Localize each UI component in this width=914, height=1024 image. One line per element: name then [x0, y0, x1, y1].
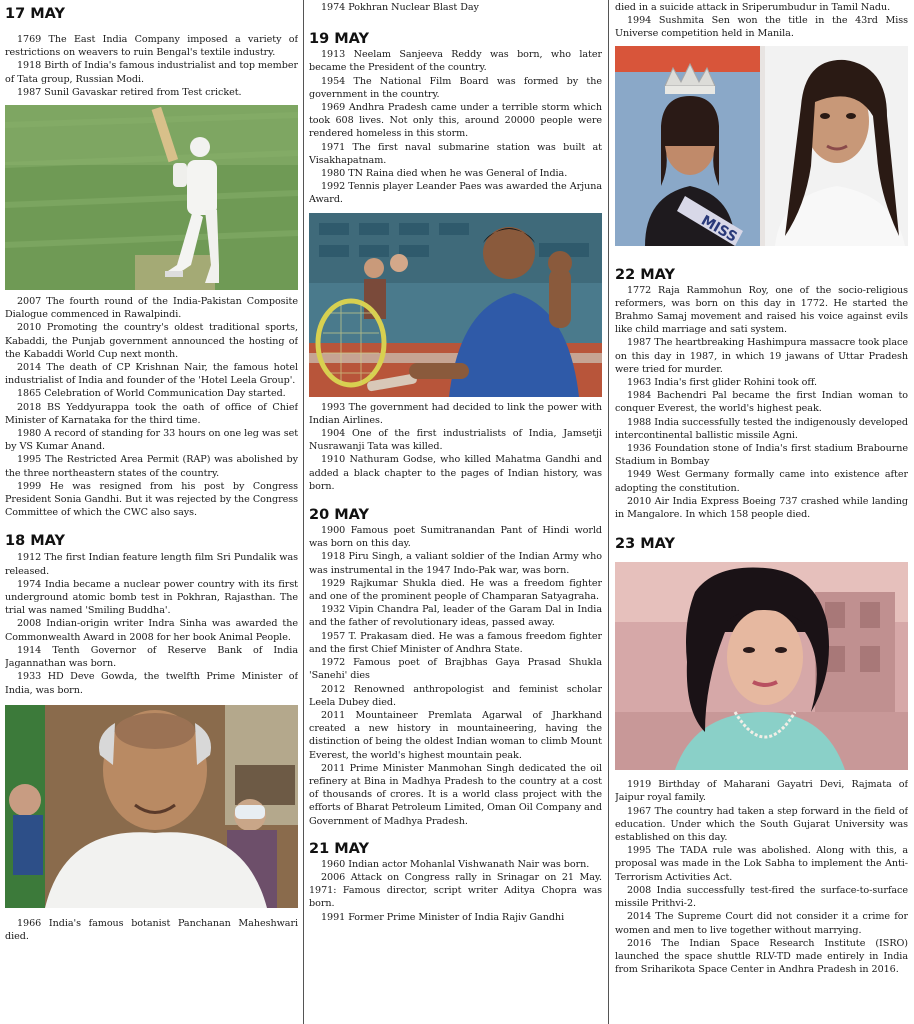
history-entry: 2007 The fourth round of the India-Pakistan Composite Dialogue commenced in Rawalpindi. — [5, 296, 298, 321]
history-entry: 1912 The first Indian feature length film Sri Pundalik was released. — [5, 552, 298, 577]
history-entry: 1900 Famous poet Sumitranandan Pant of Hindi world was born on this day. — [309, 525, 602, 550]
entries-18-may-a — [5, 551, 298, 696]
history-entry: 1960 Indian actor Mohanlal Vishwanath Nair was born. — [321, 858, 590, 870]
photo-leander-paes — [309, 213, 602, 397]
entries-23-may — [615, 778, 908, 976]
history-entry: 1994 Sushmita Sen won the title in the 43rd Miss Universe competition held in Manila. — [615, 15, 908, 40]
history-entry: 1969 Andhra Pradesh came under a terrible storm which took 608 lives. Not only this, around 20000 people were rendered homeless in this storm. — [309, 102, 602, 140]
history-entry: 2016 The Indian Space Research Institute (ISRO) launched the space shuttle RLV-TD made entirely in India from Sriharikota Space Center in Andhra Pradesh in 2016. — [615, 937, 908, 976]
history-entry: 1772 Raja Rammohun Roy, one of the socio-religious reformers, was born on this day in 1772. He started the Brahmo Samaj movement and raised his voice against evils like child marriage and sati system. — [615, 284, 908, 336]
history-entry: 2018 BS Yeddyurappa took the oath of office of Chief Minister of Karnataka for the third time. — [5, 401, 298, 426]
history-entry: 1904 One of the first industrialists of India, Jamsetji Nusrawanji Tata was killed. — [309, 428, 602, 453]
heading-20-may: 20 MAY — [309, 507, 369, 524]
history-entry: 2011 Prime Minister Manmohan Singh dedicated the oil refinery at Bina in Madhya Pradesh to the country at a cost of thousands of crores. It is a world class project with the efforts of Bharat Petroleum Limited, Oman Oil Company and Government of Madhya Pradesh. — [309, 762, 602, 827]
history-entry: 2010 Promoting the country's oldest traditional sports, Kabaddi, the Punjab government announced the hosting of the Kabaddi World Cup next month. — [5, 322, 298, 360]
history-entry: 2010 Air India Express Boeing 737 crashed while landing in Mangalore. In which 158 people died. — [615, 495, 908, 521]
history-entry: 1984 Bachendri Pal became the first Indian woman to conquer Everest, the world's highest peak. — [615, 390, 908, 415]
heading-23-may: 23 MAY — [615, 536, 675, 553]
column-rule-left — [303, 0, 304, 1024]
column-1 — [5, 0, 298, 1024]
history-entry: 1769 The East India Company imposed a variety of restrictions on weavers to ruin Bengal's textile industry. — [5, 34, 298, 59]
entry-21-may-1991-start: 1991 Former Prime Minister of India Rajiv Gandhi — [321, 911, 565, 923]
history-entry: 1966 India's famous botanist Panchanan Maheshwari died. — [5, 917, 298, 942]
heading-22-may: 22 MAY — [615, 266, 675, 283]
history-entry: 1933 HD Deve Gowda, the twelfth Prime Minister of India, was born. — [5, 671, 298, 696]
entries-17-may-a — [5, 33, 298, 99]
entries-21-may-b — [615, 14, 908, 40]
photo-deve-gowda — [5, 705, 298, 908]
history-entry: 1936 Foundation stone of India's first stadium Brabourne Stadium in Bombay — [615, 443, 908, 468]
history-entry: 1995 The TADA rule was abolished. Along with this, a proposal was made in the Lok Sabha to implement the Anti-Terrorism Activities Act. — [615, 845, 908, 883]
history-entry: 2011 Mountaineer Premlata Agarwal of Jharkhand created a new history in mountaineering, having the distinction of being the oldest Indian woman to climb Mount Everest, the world's highest mountain peak. — [309, 709, 602, 761]
history-entry: 1972 Famous poet of Brajbhas Gaya Prasad Shukla 'Sanehi' dies — [309, 657, 602, 682]
history-entry: 1974 Pokhran Nuclear Blast Day — [321, 2, 479, 13]
history-entry: 1929 Rajkumar Shukla died. He was a freedom fighter and one of the prominent people of Champaran Satyagraha. — [309, 577, 602, 603]
history-entry: 1865 Celebration of World Communication Day started. — [17, 388, 286, 400]
heading-17-may: 17 MAY — [5, 6, 65, 22]
history-entry: 2014 The Supreme Court did not consider it a crime for women and men to live together without marrying. — [615, 911, 908, 936]
history-entry: 1980 TN Raina died when he was General of India. — [321, 168, 568, 180]
history-entry: 1963 India's first glider Rohini took off. — [627, 377, 818, 389]
history-entry: 1995 The Restricted Area Permit (RAP) was abolished by the three northeastern states of the country. — [5, 454, 298, 479]
history-entry: 2012 Renowned anthropologist and feminist scholar Leela Dubey died. — [309, 683, 602, 708]
history-entry: 1971 The first naval submarine station was built at Visakhapatnam. — [309, 141, 602, 166]
entries-19-may-a — [309, 48, 602, 206]
history-entry: 1992 Tennis player Leander Paes was awarded the Arjuna Award. — [309, 181, 602, 206]
history-entry: 1954 The National Film Board was formed by the government in the country. — [309, 75, 602, 100]
entries-21-may-a — [309, 858, 602, 911]
sash-text: MISS — [698, 212, 740, 246]
history-entry: 1988 India successfully tested the indigenously developed intercontinental ballistic missile Agni. — [615, 416, 908, 441]
history-entry: 1957 T. Prakasam died. He was a famous freedom fighter and the first Chief Minister of Andhra State. — [309, 630, 602, 655]
history-entry: 1932 Vipin Chandra Pal, leader of the Garam Dal in India and the father of revolutionary ideas, passed away. — [309, 604, 602, 629]
history-entry: 1980 A record of standing for 33 hours on one leg was set by VS Kumar Anand. — [5, 428, 298, 453]
history-entry: 1974 India became a nuclear power country with its first underground atomic bomb test in Pokhran, Rajasthan. The trial was named 'Smiling Buddha'. — [5, 578, 298, 617]
history-entry: 2008 India successfully test-fired the surface-to-surface missile Prithvi-2. — [615, 884, 908, 910]
history-entry: 1987 The heartbreaking Hashimpura massacre took place on this day in 1987, in which 19 jawans of Uttar Pradesh were tried for murder. — [615, 337, 908, 375]
heading-18-may: 18 MAY — [5, 533, 65, 550]
heading-21-may: 21 MAY — [309, 840, 369, 857]
history-entry: 1999 He was resigned from his post by Congress President Sonia Gandhi. But it was rejected by the Congress Committee of which the CWC also says. — [5, 480, 298, 519]
entry-21-may-1991-end: died in a suicide attack in Sriperumbudur in Tamil Nadu. — [615, 2, 891, 13]
entries-19-may-b — [309, 401, 602, 493]
history-entry: 1987 Sunil Gavaskar retired from Test cricket. — [17, 86, 242, 98]
entries-17-may-b — [5, 295, 298, 519]
history-entry: 1993 The government had decided to link the power with Indian Airlines. — [309, 401, 602, 426]
history-entry: 1914 Tenth Governor of Reserve Bank of India Jagannathan was born. — [5, 644, 298, 670]
history-entry: 1949 West Germany formally came into existence after adopting the constitution. — [615, 469, 908, 494]
history-entry: 1918 Piru Singh, a valiant soldier of the Indian Army who was instrumental in the 1947 Indo-Pak war, was born. — [309, 551, 602, 576]
photo-gavaskar — [5, 105, 298, 290]
column-2 — [309, 0, 602, 1024]
entries-18-may-c — [309, 1, 602, 14]
photo-sushmita-sen — [615, 46, 908, 246]
history-entry: 1910 Nathuram Godse, who killed Mahatma Gandhi and added a black chapter to the pages of Indian history, was born. — [309, 454, 602, 492]
history-entry: 2014 The death of CP Krishnan Nair, the famous hotel industrialist of India and founder of the 'Hotel Leela Group'. — [5, 362, 298, 387]
history-entry: 1918 Birth of India's famous industrialist and top member of Tata group, Russian Modi. — [5, 60, 298, 85]
entries-18-may-b — [5, 917, 298, 943]
history-entry: 2008 Indian-origin writer Indra Sinha was awarded the Commonwealth Award in 2008 for her book Animal People. — [5, 618, 298, 643]
history-entry: 1967 The country had taken a step forward in the field of education. Under which the South Gujarat University was established on this day. — [615, 805, 908, 844]
entries-20-may — [309, 524, 602, 828]
photo-gayatri-devi — [615, 562, 908, 770]
entries-22-may — [615, 284, 908, 522]
column-rule-right — [608, 0, 609, 1024]
history-entry: 2006 Attack on Congress rally in Srinagar on 21 May. 1971: Famous director, script writer Aditya Chopra was born. — [309, 871, 602, 910]
history-entry: 1913 Neelam Sanjeeva Reddy was born, who later became the President of the country. — [309, 49, 602, 74]
history-entry: 1919 Birthday of Maharani Gayatri Devi, Rajmata of Jaipur royal family. — [615, 779, 908, 804]
column-3 — [615, 0, 908, 1024]
heading-19-may: 19 MAY — [309, 31, 369, 48]
